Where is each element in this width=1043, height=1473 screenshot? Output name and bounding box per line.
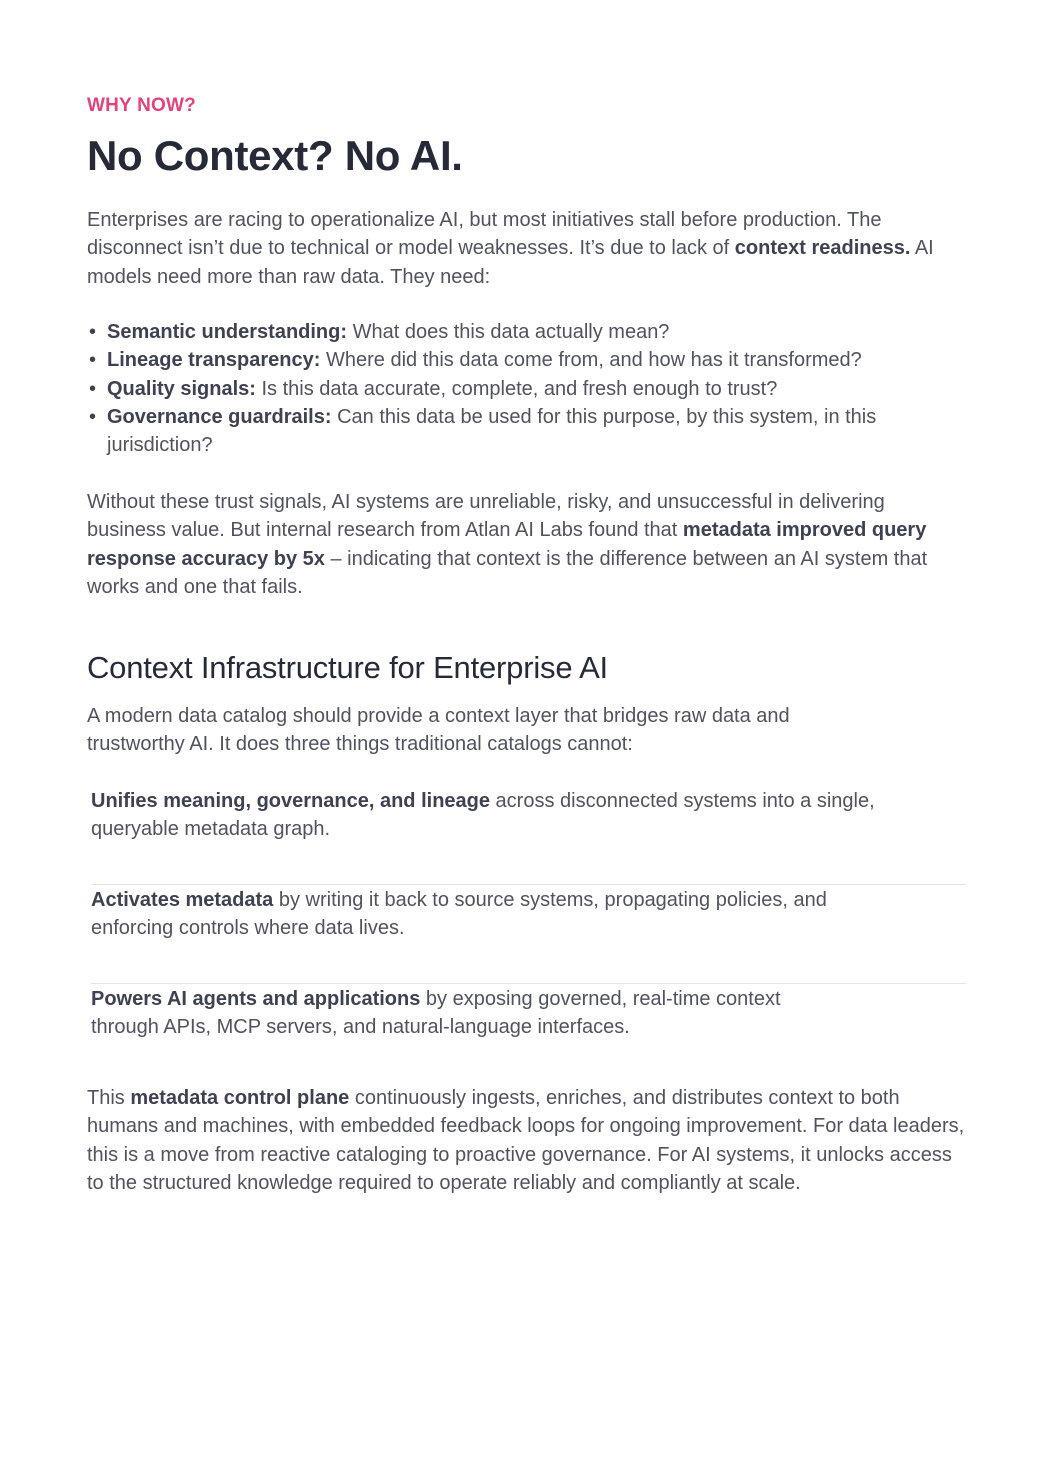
closing-paragraph (87, 1084, 967, 1197)
feature-title: Unifies meaning, governance, and lineage (91, 790, 490, 812)
bullet-icon: • (89, 405, 97, 428)
list-item-label: Quality signals: (107, 377, 256, 400)
list-item-label: Governance guardrails: (107, 405, 332, 428)
context-intro-paragraph: A modern data catalog should provide a context layer that bridges raw data and trustworthy AI. It does three things traditional catalogs cannot: (87, 705, 790, 756)
feature-description: by writing it back to source systems, propagating policies, and enforcing controls where data lives. (91, 889, 827, 940)
intro-paragraph (87, 206, 967, 291)
bullet-icon: • (89, 377, 97, 400)
list-item (87, 318, 967, 346)
intro-text: Enterprises are racing to operationalize AI, but most initiatives stall before production. The disconnect isn’t due to technical or model weaknesses. It’s due to lack of (87, 209, 882, 260)
feature-item (91, 885, 966, 984)
list-item-text: Where did this data come from, and how has it transformed? (320, 349, 862, 372)
eyebrow-label: WHY NOW? (87, 95, 196, 116)
intro-text-end: AI models need more than raw data. They need: (87, 237, 934, 288)
feature-list (91, 786, 966, 1083)
feature-text (91, 787, 891, 844)
page-title: No Context? No AI. (87, 132, 463, 179)
feature-title: Powers AI agents and applications (91, 988, 421, 1010)
closing-text-end: continuously ingests, enriches, and distributes context to both humans and machines, with embedded feedback loops for ongoing improvement. For data leaders, this is a move from reactive cataloging to proactive governance. For AI systems, it unlocks access to the structured knowledge required to operate reliably and compliantly at scale. (87, 1087, 965, 1194)
trust-text-end: – indicating that context is the difference between an AI system that works and one that fails. (87, 547, 928, 598)
trust-emphasis: metadata improved query response accuracy by 5x (87, 519, 927, 570)
bullet-icon: • (89, 349, 97, 372)
feature-description: by exposing governed, real-time context through APIs, MCP servers, and natural-language interfaces. (91, 988, 781, 1039)
section-heading: Context Infrastructure for Enterprise AI (87, 650, 608, 685)
trust-text: Without these trust signals, AI systems are unreliable, risky, and unsuccessful in delivering business value. But internal research from Atlan AI Labs found that (87, 491, 885, 542)
trust-paragraph (87, 488, 967, 601)
list-item-label: Semantic understanding: (107, 321, 348, 343)
list-item (87, 375, 967, 403)
list-item (87, 403, 897, 460)
needs-list (87, 318, 967, 459)
feature-description: across disconnected systems into a single, queryable metadata graph. (91, 790, 875, 841)
closing-text: This (87, 1087, 131, 1109)
bullet-icon: • (89, 321, 97, 343)
list-item (87, 346, 967, 374)
feature-text (91, 985, 841, 1042)
closing-emphasis: metadata control plane (130, 1087, 350, 1109)
feature-item (91, 984, 966, 1083)
list-item-text: Is this data accurate, complete, and fresh enough to trust? (255, 377, 778, 400)
feature-item (91, 786, 966, 885)
list-item-text: Can this data be used for this purpose, by this system, in this jurisdiction? (107, 405, 877, 457)
list-item-text: What does this data actually mean? (347, 321, 670, 343)
intro-emphasis: context readiness. (734, 237, 911, 260)
list-item-label: Lineage transparency: (107, 349, 321, 372)
feature-text (91, 886, 891, 943)
feature-title: Activates metadata (91, 889, 274, 911)
